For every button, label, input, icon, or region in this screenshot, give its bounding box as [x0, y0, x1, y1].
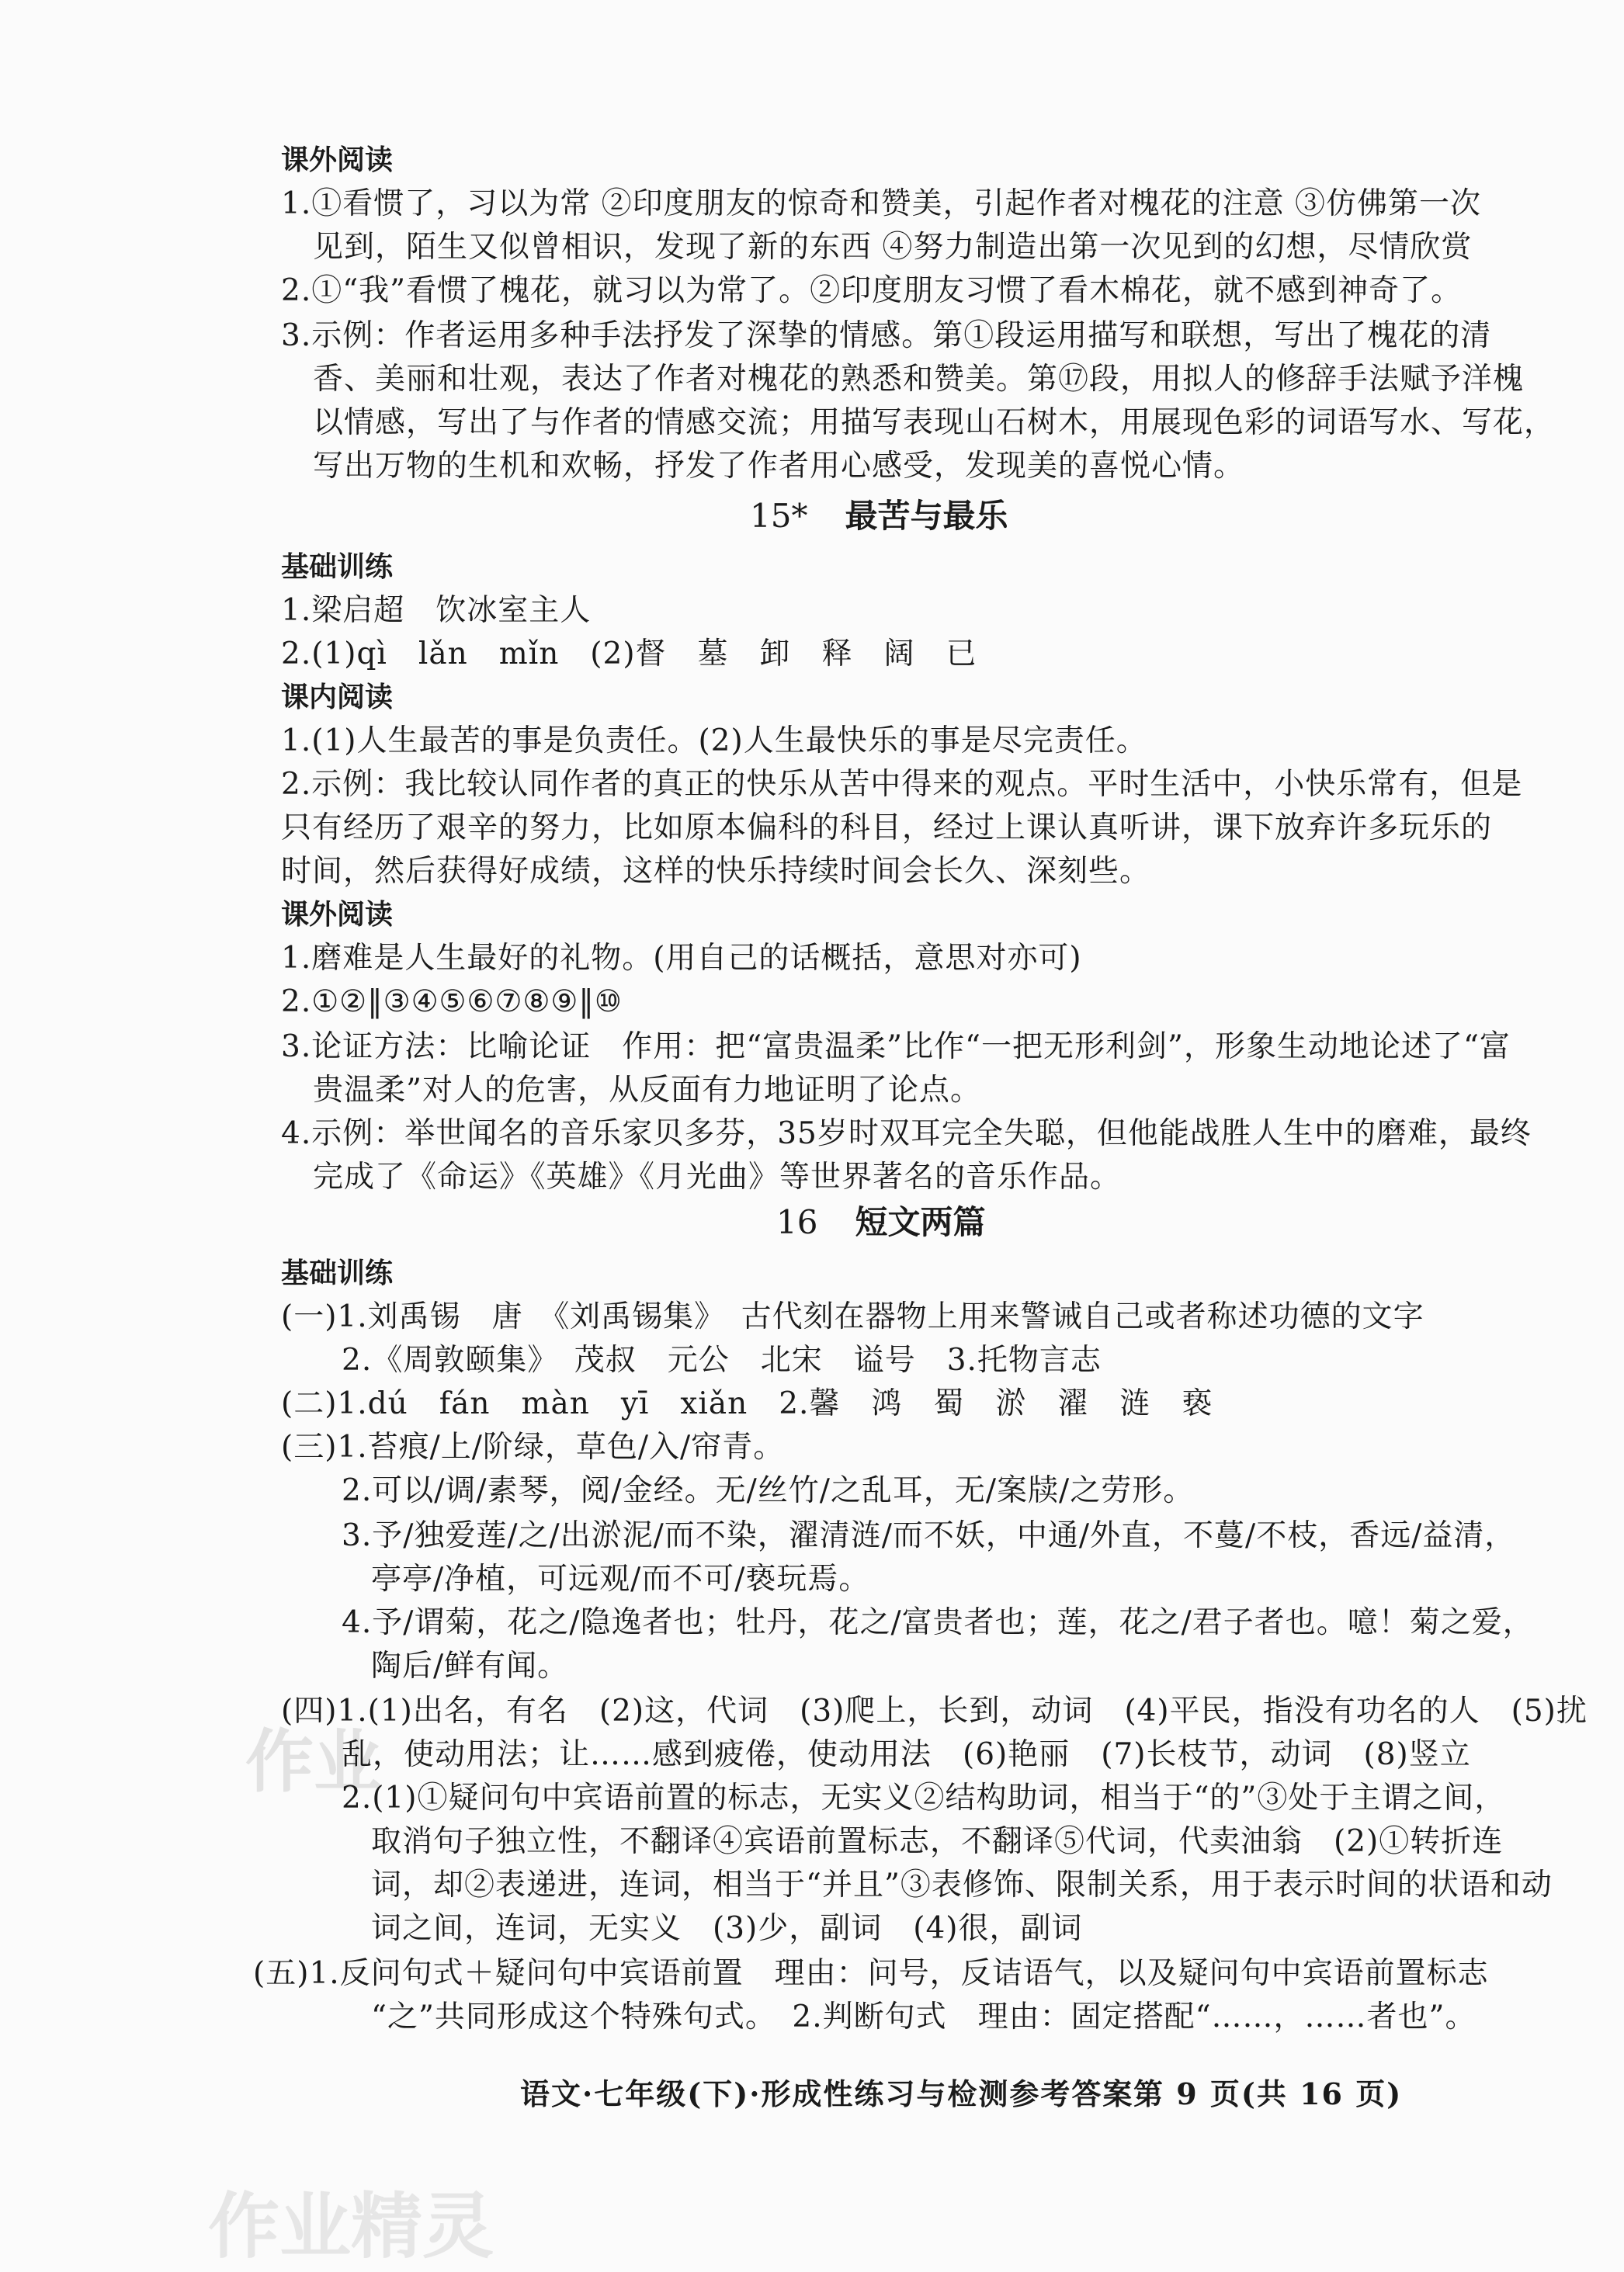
answer-line: (五)1.反问句式＋疑问句中宾语前置 理由：问号，反诘语气，以及疑问句中宾语前置标志	[253, 1956, 1489, 1991]
answer-line: 词，却②表递进，连词，相当于“并且”③表修饰、限制关系，用于表示时间的状语和动	[371, 1868, 1553, 1903]
section-heading-basic-training: 基础训练	[281, 1257, 394, 1289]
answer-line: 陶后/鲜有闻。	[371, 1649, 569, 1684]
answer-line: 3.论证方法：比喻论证 作用：把“富贵温柔”比作“一把无形利剑”，形象生动地论述了“富	[281, 1029, 1511, 1064]
page-footer-page-number: 第 9 页(共 16 页)	[1133, 2076, 1403, 2111]
answer-line: 取消句子独立性，不翻译④宾语前置标志，不翻译⑤代词，代卖油翁 (2)①转折连	[371, 1824, 1504, 1859]
answer-line: 贵温柔”对人的危害，从反面有力地证明了论点。	[313, 1073, 981, 1108]
answer-line: (四)1.(1)出名，有名 (2)这，代词 (3)爬上，长到，动词 (4)平民，指没有功名的人 (5)扰	[281, 1694, 1588, 1729]
section-heading-extracurricular-reading: 课外阅读	[281, 899, 394, 931]
answer-line: 2.可以/调/素琴，阅/金经。无/丝竹/之乱耳，无/案牍/之劳形。	[342, 1473, 1195, 1508]
section-heading-extracurricular-reading: 课外阅读	[281, 144, 394, 176]
answer-line: 2.(1)①疑问句中宾语前置的标志，无实义②结构助词，相当于“的”③处于主谓之间，	[342, 1781, 1506, 1816]
lesson-title-text: 短文两篇	[855, 1203, 986, 1241]
answer-line: 见到，陌生又似曾相识，发现了新的东西 ④努力制造出第一次见到的幻想，尽情欣赏	[313, 230, 1473, 265]
answer-line: 只有经历了艰辛的努力，比如原本偏科的科目，经过上课认真听讲，课下放弃许多玩乐的	[281, 810, 1493, 845]
answer-line: 1.磨难是人生最好的礼物。(用自己的话概括，意思对亦可)	[281, 941, 1082, 976]
lesson-number: 15*	[750, 497, 808, 535]
answer-line: 4.予/谓菊，花之/隐逸者也；牡丹，花之/富贵者也；莲，花之/君子者也。噫！菊之爱，	[342, 1605, 1534, 1640]
lesson-title-16	[776, 1203, 985, 1242]
lesson-title-text: 最苦与最乐	[845, 497, 1008, 535]
answer-line: 4.示例：举世闻名的音乐家贝多芬，35岁时双耳完全失聪，但他能战胜人生中的磨难，最终	[281, 1116, 1532, 1151]
answer-line: (三)1.苔痕/上/阶绿，草色/入/帘青。	[281, 1430, 785, 1465]
page-footer-book-title: 语文·七年级(下)·形成性练习与检测参考答案	[520, 2076, 1134, 2111]
section-heading-in-class-reading: 课内阅读	[281, 682, 394, 713]
answer-line: 2.①“我”看惯了槐花，就习以为常了。②印度朋友习惯了看木棉花，就不感到神奇了。	[281, 273, 1463, 308]
answer-line: 2.《周敦颐集》 茂叔 元公 北宋 谥号 3.托物言志	[342, 1343, 1102, 1378]
section-heading-basic-training: 基础训练	[281, 551, 394, 583]
answer-line: 以情感，写出了与作者的情感交流；用描写表现山石树木，用展现色彩的词语写水、写花，	[313, 405, 1556, 440]
answer-line: 写出万物的生机和欢畅，抒发了作者用心感受，发现美的喜悦心情。	[313, 449, 1245, 484]
answer-line: 2.示例：我比较认同作者的真正的快乐从苦中得来的观点。平时生活中，小快乐常有，但是	[281, 767, 1523, 802]
answer-line: 1.(1)人生最苦的事是负责任。(2)人生最快乐的事是尽完责任。	[281, 723, 1147, 758]
answer-line: “之”共同形成这个特殊句式。 2.判断句式 理由：固定搭配“……，……者也”。	[371, 2000, 1477, 2034]
answer-line: (二)1.dú fán màn yī xiǎn 2.馨 鸿 蜀 淤 濯 涟 亵	[281, 1386, 1213, 1421]
answer-line: 香、美丽和壮观，表达了作者对槐花的熟悉和赞美。第⑰段，用拟人的修辞手法赋予洋槐	[313, 362, 1525, 397]
answer-line: 2.(1)qì lǎn mǐn (2)督 墓 卸 释 阔 已	[281, 637, 977, 671]
answer-line: 时间，然后获得好成绩，这样的快乐持续时间会长久、深刻些。	[281, 854, 1151, 889]
answer-line: 3.予/独爱莲/之/出淤泥/而不染，濯清涟/而不妖，中通/外直，不蔓/不枝，香远/益清，	[342, 1518, 1516, 1553]
watermark-big: 作业精灵	[208, 2185, 494, 2268]
answer-line: 乱，使动用法；让……感到疲倦，使动用法 (6)艳丽 (7)长枝节，动词 (8)竖立	[342, 1737, 1471, 1772]
answer-line: 词之间，连词，无实义 (3)少，副词 (4)很，副词	[371, 1911, 1083, 1946]
answer-line: (一)1.刘禹锡 唐 《刘禹锡集》 古代刻在器物上用来警诫自己或者称述功德的文字	[281, 1299, 1424, 1334]
answer-line: 完成了《命运》《英雄》《月光曲》等世界著名的音乐作品。	[313, 1160, 1122, 1195]
answer-line: 3.示例：作者运用多种手法抒发了深挚的情感。第①段运用描写和联想，写出了槐花的清	[281, 318, 1492, 353]
watermark-small: 作业	[245, 1722, 383, 1802]
answer-line: 1.梁启超 饮冰室主人	[281, 593, 592, 628]
answer-line: 1.①看惯了，习以为常 ②印度朋友的惊奇和赞美，引起作者对槐花的注意 ③仿佛第一次	[281, 186, 1482, 221]
lesson-title-15	[750, 497, 1008, 536]
lesson-number: 16	[776, 1203, 818, 1241]
answer-line: 2.①②‖③④⑤⑥⑦⑧⑨‖⑩	[281, 984, 623, 1019]
answer-line: 亭亭/净植，可远观/而不可/亵玩焉。	[371, 1562, 870, 1597]
